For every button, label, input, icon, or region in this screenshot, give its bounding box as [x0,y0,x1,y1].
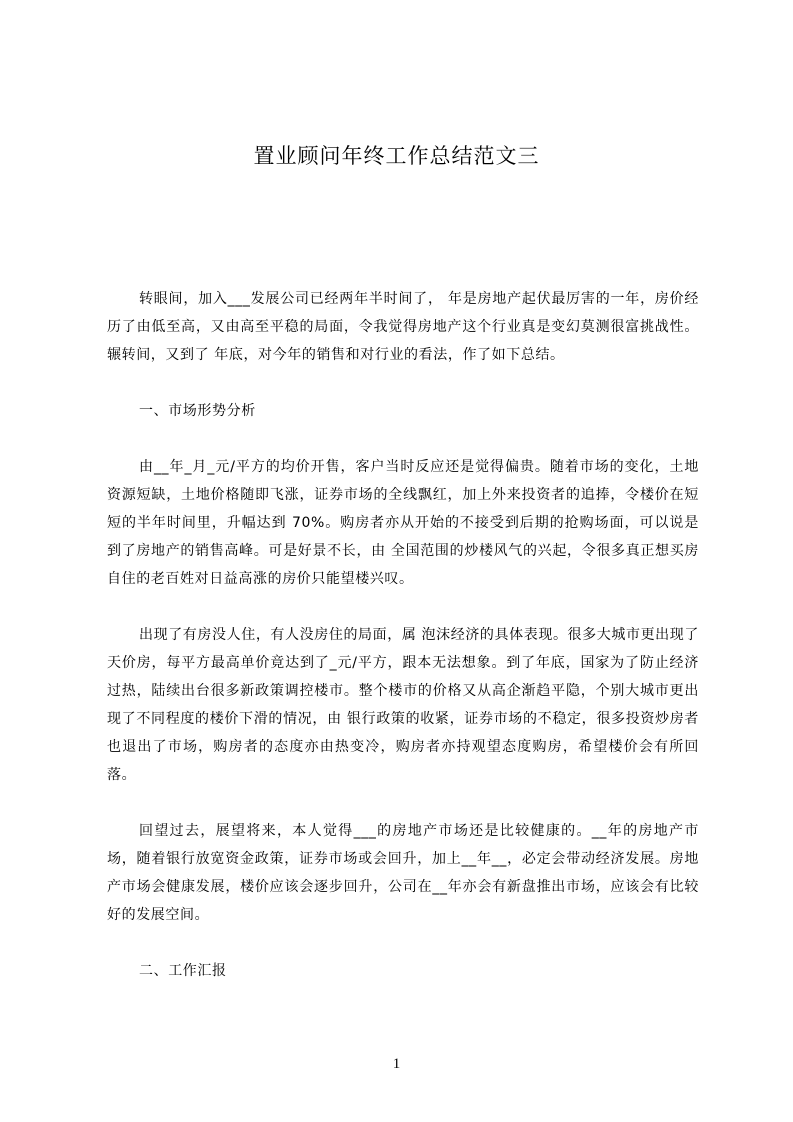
paragraph-spacer [107,929,699,957]
section-heading-market-analysis: 一、市场形势分析 [139,403,256,419]
paragraph-spacer [107,425,699,453]
paragraph-market-bubble: 出现了有房没人住，有人没房住的局面，属 泡沫经济的具体表现。很多大城市更出现了天价房，每平方最高单价竟达到了_元/平方，跟本无法想象。到了年底，国家为了防止经济过热，陆续出台很多新政策调控楼市。整个楼市的价格又从高企渐趋平隐，个别大城市更出现了不同程度的楼价下滑的情况，由 银行政策的收紧，证券市场的不稳定，很多投资炒房者也退出了市场，购房者的态度亦由热变冷，购房者亦持观望态度购房，希望楼价会有所回落。 [107,627,699,783]
section-heading-work-report: 二、工作汇报 [139,963,227,979]
page-number: 1 [392,1056,401,1072]
paragraph-spacer [107,593,699,621]
paragraph-intro: 转眼间，加入___发展公司已经两年半时间了， 年是房地产起伏最厉害的一年，房价经历了由低至高，又由高至平稳的局面，令我觉得房地产这个行业真是变幻莫测很富挑战性。辗转间，又到了 年底，对今年的销售和对行业的看法，作了如下总结。 [107,291,699,363]
document-body [107,285,699,985]
paragraph-market-price: 由__年_月_元/平方的均价开售，客户当时反应还是觉得偏贵。随着市场的变化，土地资源短缺，土地价格随即飞涨，证券市场的全线飘红，加上外来投资者的追捧，令楼价在短短的半年时间里，升幅达到 70%。购房者亦从开始的不接受到后期的抢购场面，可以说是到了房地产的销售高峰。可是好景不长，由 全国范围的炒楼风气的兴起，令很多真正想买房自住的老百姓对日益高涨的房价只能望楼兴叹。 [107,459,699,587]
paragraph-spacer [107,369,699,397]
paragraph-outlook: 回望过去，展望将来，本人觉得___的房地产市场还是比较健康的。__年的房地产市场，随着银行放宽资金政策，证券市场或会回升，加上__年__，必定会带动经济发展。房地产市场会健康发展，楼价应该会逐步回升，公司在__年亦会有新盘推出市场，应该会有比较好的发展空间。 [107,823,699,923]
paragraph-spacer [107,789,699,817]
document-title: 置业顾问年终工作总结范文三 [253,144,540,168]
